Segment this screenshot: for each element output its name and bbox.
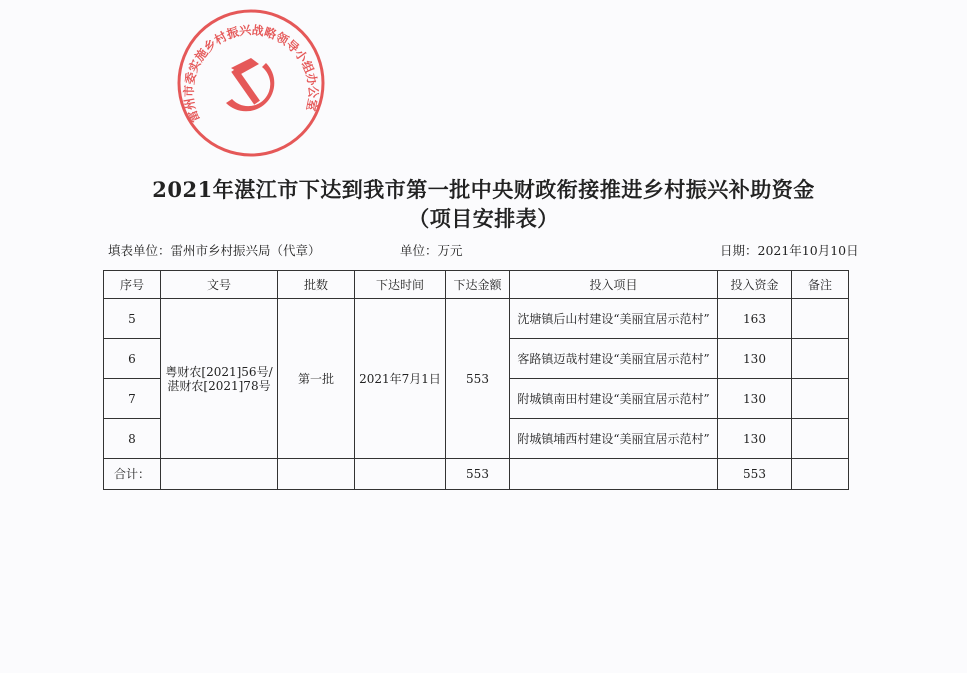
row-no: 7 <box>104 379 161 419</box>
title-line1: 2021年湛江市下达到我市第一批中央财政衔接推进乡村振兴补助资金 <box>152 177 815 202</box>
row-project: 附城镇埔西村建设“美丽宜居示范村” <box>510 419 718 459</box>
unit: 单位：万元 <box>400 243 463 258</box>
issue-date: 2021年7月1日 <box>355 299 446 459</box>
fill-unit: 填表单位：雷州市乡村振兴局（代章） <box>108 243 321 258</box>
header-fund: 投入资金 <box>718 271 792 299</box>
header-project: 投入项目 <box>510 271 718 299</box>
row-no: 6 <box>104 339 161 379</box>
row-project: 附城镇南田村建设“美丽宜居示范村” <box>510 379 718 419</box>
total-fund: 553 <box>718 459 792 490</box>
table-row <box>104 299 849 339</box>
row-remark <box>792 299 849 339</box>
stamp-text: 雷州市委实施乡村振兴战略领导小组办公室 <box>181 23 321 125</box>
party-emblem-icon <box>226 58 274 111</box>
empty-cell <box>278 459 355 490</box>
date: 日期：2021年10月10日 <box>720 243 859 258</box>
total-label: 合计： <box>104 459 161 490</box>
empty-cell <box>792 459 849 490</box>
row-fund: 130 <box>718 339 792 379</box>
row-remark <box>792 379 849 419</box>
row-no: 8 <box>104 419 161 459</box>
header-amount: 下达金额 <box>446 271 510 299</box>
doc-no: 粤财农[2021]56号/湛财农[2021]78号 <box>161 299 278 459</box>
total-row <box>104 459 849 490</box>
batch: 第一批 <box>278 299 355 459</box>
row-fund: 163 <box>718 299 792 339</box>
header-remark: 备注 <box>792 271 849 299</box>
amount: 553 <box>446 299 510 459</box>
header-doc: 文号 <box>161 271 278 299</box>
row-project: 客路镇迈哉村建设“美丽宜居示范村” <box>510 339 718 379</box>
project-table <box>103 270 849 490</box>
header-batch: 批数 <box>278 271 355 299</box>
header-date: 下达时间 <box>355 271 446 299</box>
header-no: 序号 <box>104 271 161 299</box>
title-line2: （项目安排表） <box>408 206 559 231</box>
row-project: 沈塘镇后山村建设“美丽宜居示范村” <box>510 299 718 339</box>
row-no: 5 <box>104 299 161 339</box>
total-amount: 553 <box>446 459 510 490</box>
row-fund: 130 <box>718 419 792 459</box>
row-remark <box>792 419 849 459</box>
row-remark <box>792 339 849 379</box>
official-stamp <box>176 8 326 158</box>
empty-cell <box>510 459 718 490</box>
row-fund: 130 <box>718 379 792 419</box>
empty-cell <box>355 459 446 490</box>
empty-cell <box>161 459 278 490</box>
